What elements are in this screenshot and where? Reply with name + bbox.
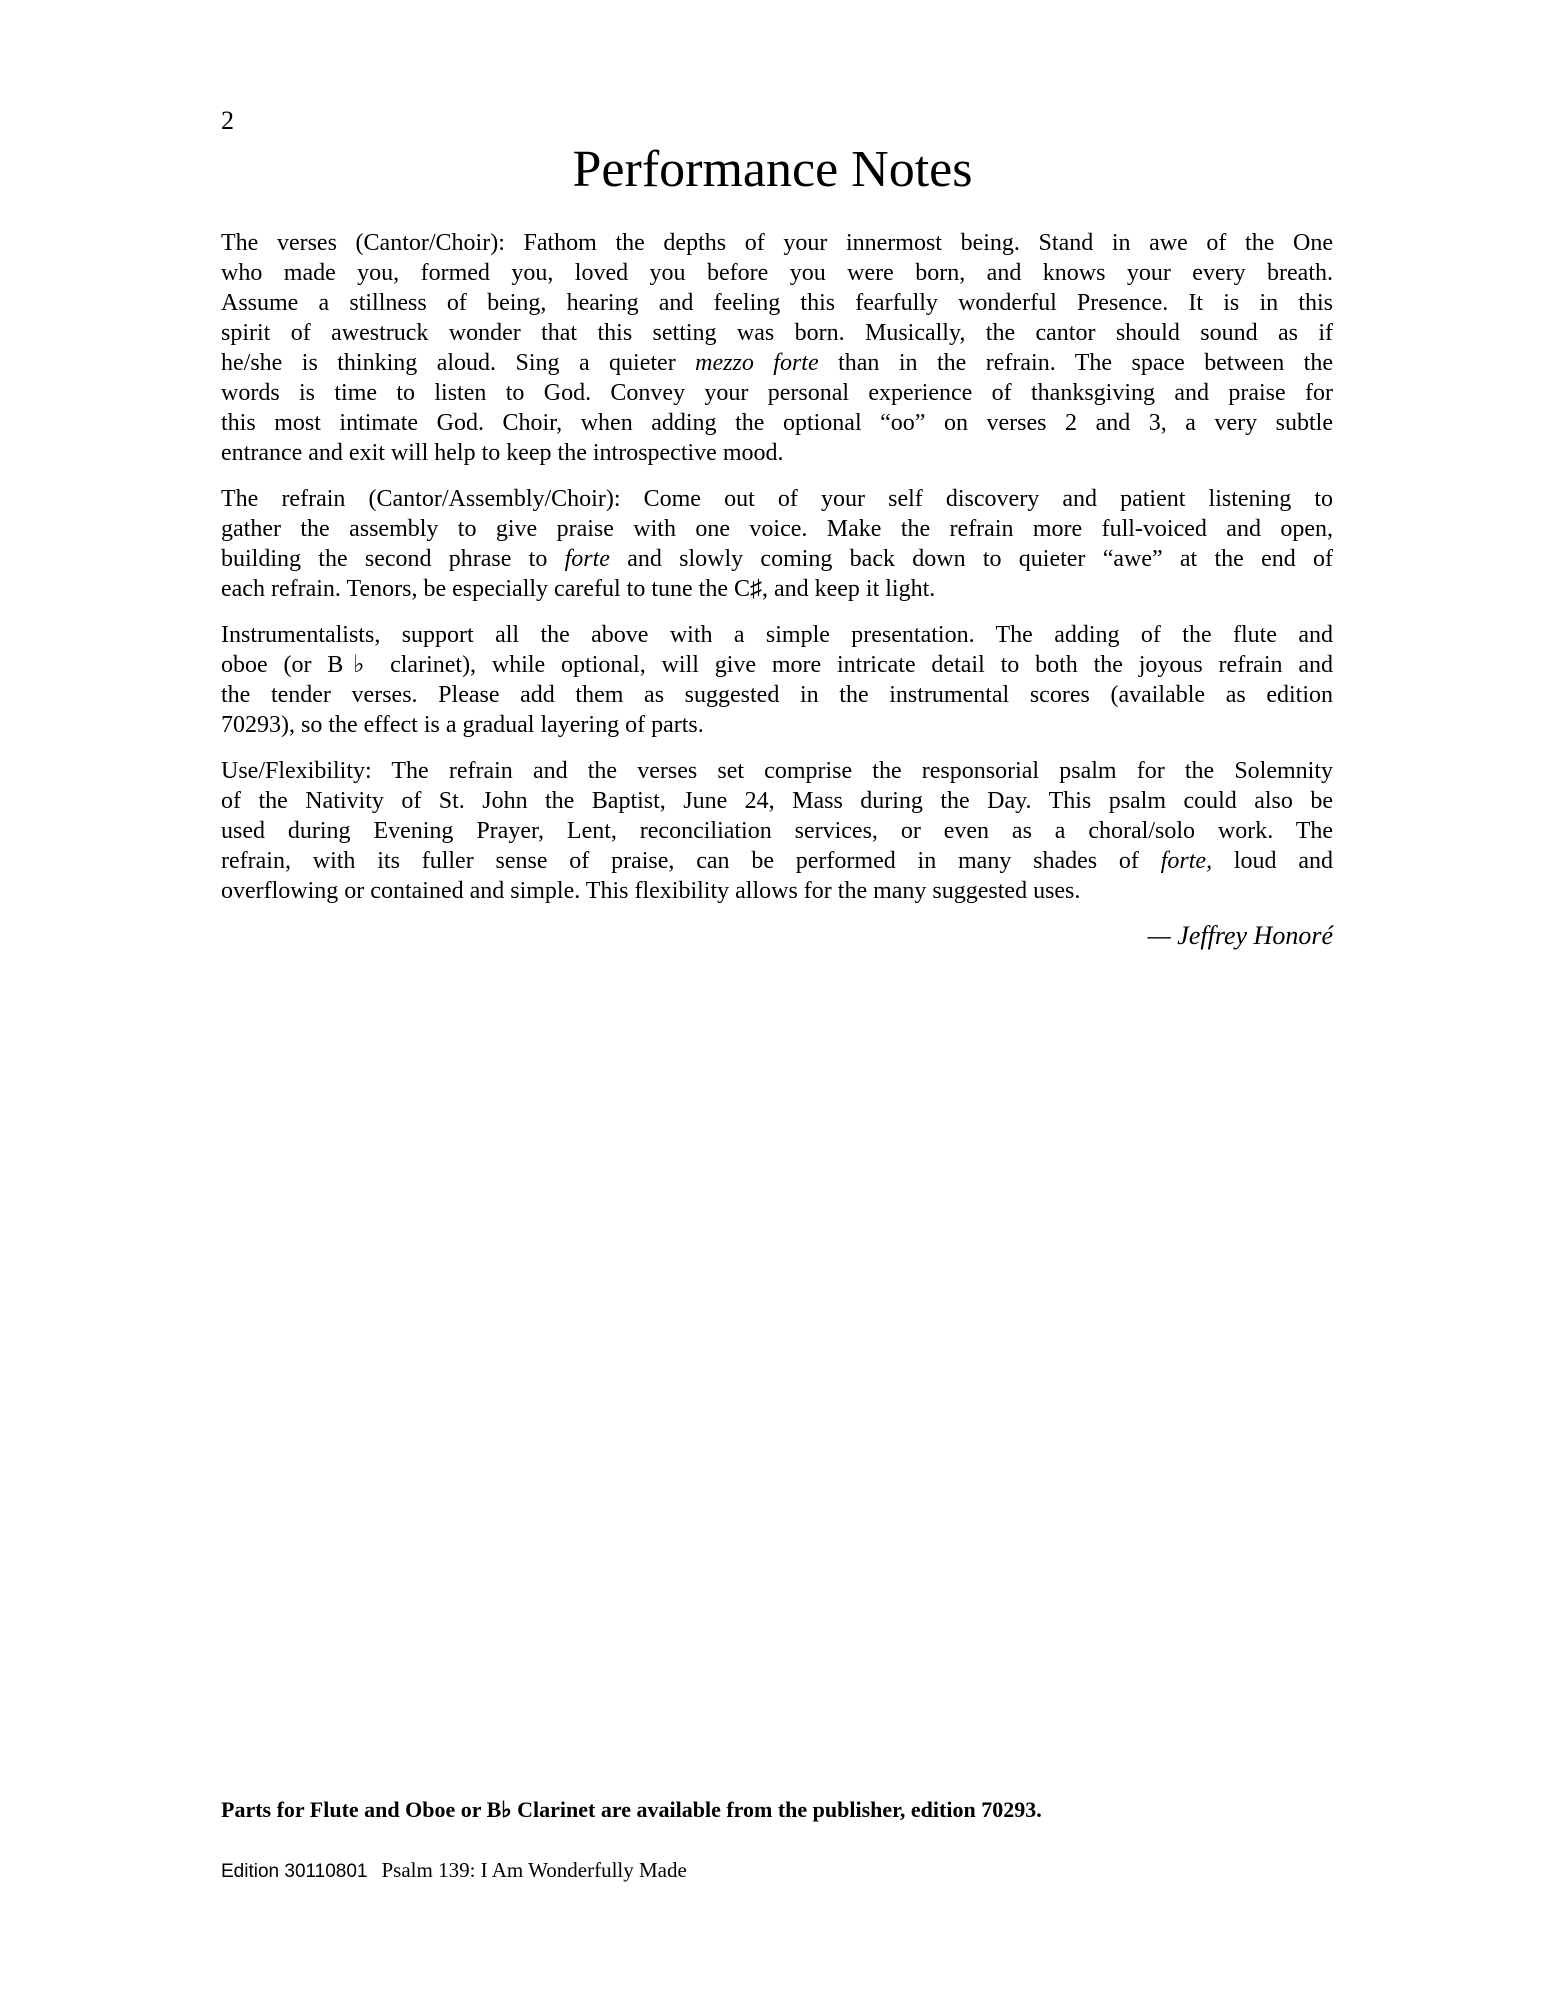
text-line [221,574,1333,604]
text-line [221,288,1333,318]
text-line [221,408,1333,438]
text-run: words is time to listen to God. Convey your personal experience of thanksgiving and praise for [221,380,1333,406]
text-run: oboe (or B♭ clarinet), while optional, will give more intricate detail to both the joyous refrain and [221,652,1333,678]
text-run: building the second phrase to [221,546,565,572]
text-run: this most intimate God. Choir, when adding the optional “oo” on verses 2 and 3, a very subtle [221,410,1333,436]
text-run: The refrain (Cantor/Assembly/Choir): Come out of your self discovery and patient listening to [221,486,1333,512]
text-run: spirit of awestruck wonder that this setting was born. Musically, the cantor should sound as if [221,320,1333,346]
text-line [221,514,1333,544]
text-run: entrance and exit will help to keep the introspective mood. [221,440,784,466]
text-run: used during Evening Prayer, Lent, reconciliation services, or even as a choral/solo work. The [221,818,1333,844]
text-run: overflowing or contained and simple. This flexibility allows for the many suggested uses. [221,878,1081,904]
text-line [221,816,1333,846]
text-run: Instrumentalists, support all the above with a simple presentation. The adding of the flute and [221,622,1333,648]
text-run: each refrain. Tenors, be especially careful to tune the C♯, and keep it light. [221,576,936,602]
text-line [221,438,1333,468]
text-run: loud and [1212,848,1333,874]
text-line [221,710,1333,740]
text-line [221,348,1333,378]
text-line [221,544,1333,574]
paragraph [221,756,1333,906]
work-title: Psalm 139: I Am Wonderfully Made [381,1858,687,1882]
text-run: Assume a stillness of being, hearing and feeling this fearfully wonderful Presence. It is in this [221,290,1333,316]
publisher-note: Parts for Flute and Oboe or B♭ Clarinet are available from the publisher, edition 70293. [221,1797,1042,1822]
text-line [221,680,1333,710]
text-line [221,378,1333,408]
paragraph [221,620,1333,740]
text-line [221,756,1333,786]
author-signature: — Jeffrey Honoré [1147,921,1333,950]
text-run: who made you, formed you, loved you before you were born, and knows your every breath. [221,260,1333,286]
italic-run: mezzo forte [695,350,819,376]
text-line [221,484,1333,514]
performance-notes-body [221,228,1333,906]
text-run: of the Nativity of St. John the Baptist, June 24, Mass during the Day. This psalm could also be [221,788,1333,814]
text-run: than in the refrain. The space between the [818,350,1333,376]
text-run: 70293), so the effect is a gradual layering of parts. [221,712,704,738]
text-line [221,228,1333,258]
text-line [221,876,1333,906]
paragraph [221,484,1333,604]
text-run: the tender verses. Please add them as suggested in the instrumental scores (available as edition [221,682,1333,708]
edition-number: Edition 30110801 [221,1861,368,1882]
paragraph [221,228,1333,468]
italic-run: forte [564,546,610,572]
text-line [221,650,1333,680]
text-line [221,620,1333,650]
italic-run: forte, [1160,848,1213,874]
page-title: Performance Notes [572,141,973,198]
text-line [221,786,1333,816]
text-line [221,258,1333,288]
page-number: 2 [221,106,234,135]
text-run: Use/Flexibility: The refrain and the verses set comprise the responsorial psalm for the Solemnity [221,758,1333,784]
text-line [221,846,1333,876]
text-run: and slowly coming back down to quieter “awe” at the end of [609,546,1333,572]
text-run: he/she is thinking aloud. Sing a quieter [221,350,696,376]
text-run: The verses (Cantor/Choir): Fathom the depths of your innermost being. Stand in awe of the One [221,230,1333,256]
text-line [221,318,1333,348]
text-run: refrain, with its fuller sense of praise, can be performed in many shades of [221,848,1161,874]
footer [221,1858,687,1883]
text-run: gather the assembly to give praise with one voice. Make the refrain more full-voiced and open, [221,516,1333,542]
